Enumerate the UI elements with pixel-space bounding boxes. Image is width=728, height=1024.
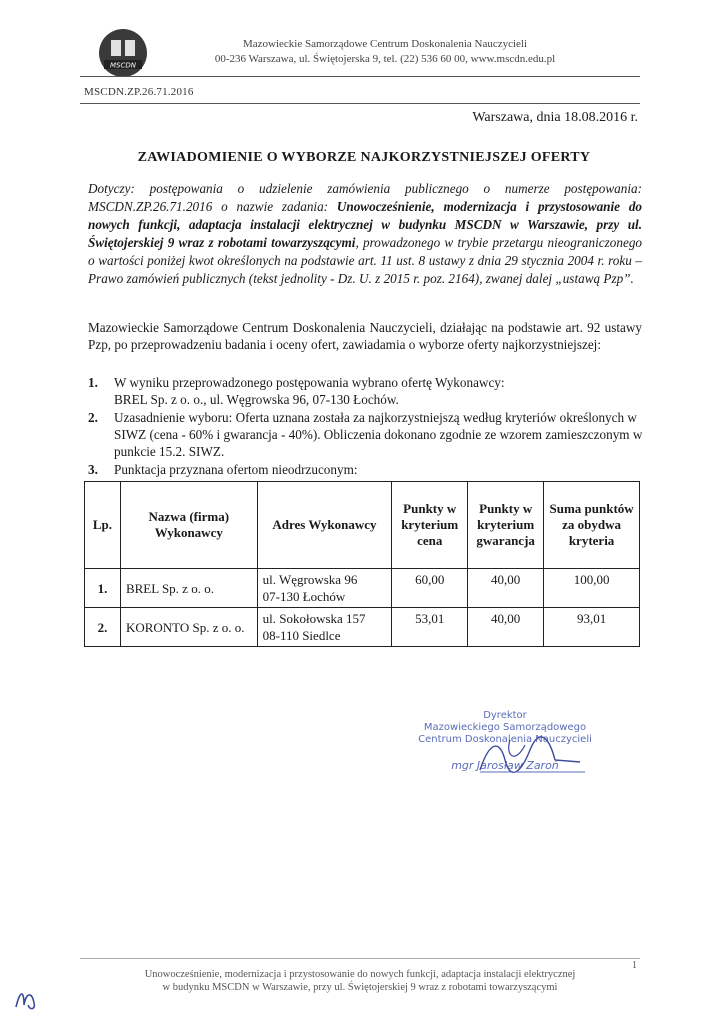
stamp-line-2: Mazowieckiego Samorządowego xyxy=(423,722,587,733)
mscdn-logo xyxy=(98,28,148,78)
list-number: 1. xyxy=(88,375,98,390)
concerns-text-2: , prowadzonego w trybie przetargu nieograniczonego o wartości poniżej kwot określonych na podstawie art. 11 ust. 8 ustawy z dnia 29 stycznia 2004 r. roku – Prawo zamówień publicznych (tekst jednolity - Dz. U. z 2015 r. poz. 2164), zwanej dalej „ustawą Pzp”. xyxy=(88,235,642,286)
address-street: ul. Węgrowska 96 xyxy=(262,572,358,587)
points-list xyxy=(88,374,648,478)
table-header-row xyxy=(85,482,640,569)
header-lp: Lp. xyxy=(85,482,121,569)
org-address: 00-236 Warszawa, ul. Świętojerska 9, tel. (22) 536 60 00, www.mscdn.edu.pl xyxy=(214,53,556,65)
row-name: KORONTO Sp. z o. o. xyxy=(120,608,257,647)
header-name: Nazwa (firma) Wykonawcy xyxy=(120,482,257,569)
footer xyxy=(100,968,620,994)
header-warranty-points: Punkty w kryterium gwarancja xyxy=(468,482,544,569)
document-date: Warszawa, dnia 18.08.2016 r. xyxy=(472,110,638,125)
list-item xyxy=(88,461,648,478)
document-title: ZAWIADOMIENIE O WYBORZE NAJKORZYSTNIEJSZEJ OFERTY xyxy=(137,150,591,165)
concerns-paragraph xyxy=(88,180,642,288)
table-row xyxy=(85,608,640,647)
logo-text: MSCDN xyxy=(110,61,136,70)
row-address xyxy=(257,608,392,647)
list-item xyxy=(88,374,648,408)
row-address xyxy=(257,569,392,608)
signature xyxy=(470,730,590,780)
list-item xyxy=(88,409,648,460)
address-street: ul. Sokołowska 157 xyxy=(262,611,366,626)
org-name: Mazowieckie Samorządowe Centrum Doskonalenia Nauczycieli xyxy=(242,38,528,50)
footer-line-1: Unowocześnienie, modernizacja i przystosowanie do nowych funkcji, adaptacja instalacji elektrycznej xyxy=(144,969,576,980)
scoring-table xyxy=(84,481,640,647)
header-price-points: Punkty w kryterium cena xyxy=(392,482,468,569)
row-warranty-points: 40,00 xyxy=(468,569,544,608)
header-address: Adres Wykonawcy xyxy=(257,482,392,569)
table-row xyxy=(85,569,640,608)
stamp-line-4: mgr Jarosław Zaroń xyxy=(451,759,559,772)
reference-number: MSCDN.ZP.26.71.2016 xyxy=(84,86,194,98)
point-text: Punktacja przyznana ofertom nieodrzuconym: xyxy=(114,462,358,477)
row-lp: 2. xyxy=(85,608,121,647)
page-number: 1 xyxy=(632,960,637,971)
stamp-line-3: Centrum Doskonalenia Nauczycieli xyxy=(418,734,592,745)
row-price-points: 53,01 xyxy=(392,608,468,647)
row-sum: 100,00 xyxy=(544,569,640,608)
row-lp: 1. xyxy=(85,569,121,608)
handwritten-initials xyxy=(12,985,42,1013)
selected-contractor: BREL Sp. z o. o., ul. Węgrowska 96, 07-130 Łochów. xyxy=(114,392,399,407)
task-name: Unowocześnienie, modernizacja i przystosowanie do nowych funkcji, adaptacja instalacji elektrycznej w budynku MSCDN w Warszawie, przy ul. Świętojerskiej 9 wraz z robotami towarzyszącymi xyxy=(88,199,643,250)
list-number: 3. xyxy=(88,462,98,477)
ref-rule xyxy=(80,103,640,104)
row-sum: 93,01 xyxy=(544,608,640,647)
address-city: 07-130 Łochów xyxy=(262,589,346,604)
header-rule xyxy=(80,76,640,77)
row-warranty-points: 40,00 xyxy=(468,608,544,647)
footer-line-2: w budynku MSCDN w Warszawie, przy ul. Świętojerskiej 9 wraz z robotami towarzyszącymi xyxy=(162,982,558,993)
point-text: Uzasadnienie wyboru: Oferta uznana została za najkorzystniejszą według kryteriów określonych w SIWZ (cena - 60% i gwarancja - 40%). Obliczenia dokonano zgodnie ze wzorem zamieszczonym w punkcie 15.2. SIWZ. xyxy=(114,410,643,459)
director-stamp xyxy=(410,700,600,780)
row-name: BREL Sp. z o. o. xyxy=(120,569,257,608)
address-city: 08-110 Siedlce xyxy=(262,628,341,643)
point-text: W wyniku przeprowadzonego postępowania wybrano ofertę Wykonawcy: xyxy=(114,375,505,390)
footer-rule xyxy=(80,958,640,959)
stamp-line-1: Dyrektor xyxy=(483,710,527,721)
row-price-points: 60,00 xyxy=(392,569,468,608)
header-sum: Suma punktów za obydwa kryteria xyxy=(544,482,640,569)
concerns-text-1: Dotyczy: postępowania o udzielenie zamówienia publicznego o numerze postępowania: MSCDN.ZP.26.71.2016 o nazwie zadania: xyxy=(88,181,642,214)
list-number: 2. xyxy=(88,410,98,425)
intro-paragraph: Mazowieckie Samorządowe Centrum Doskonalenia Nauczycieli, działając na podstawie art. 92 ustawy Pzp, po przeprowadzeniu badania i oceny ofert, zawiadamia o wyborze oferty najkorzystniejszej: xyxy=(88,320,642,352)
